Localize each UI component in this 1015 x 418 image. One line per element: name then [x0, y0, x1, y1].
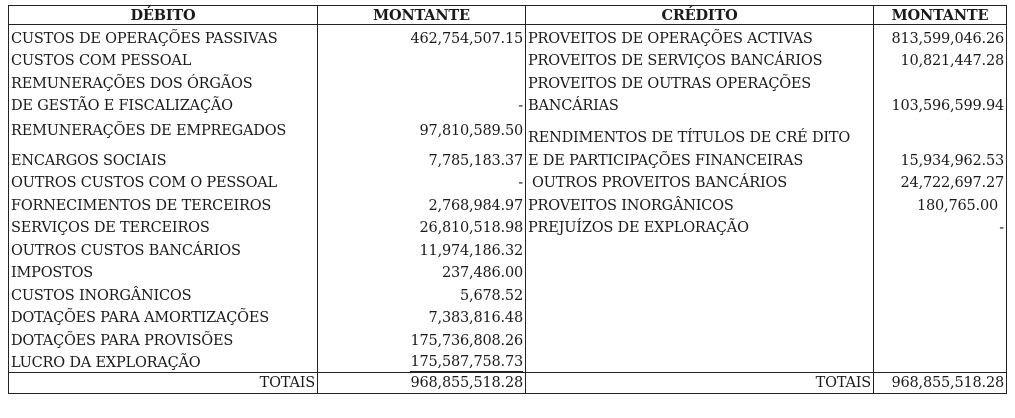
table-row [9, 25, 1007, 48]
debit-amount: - [318, 93, 526, 116]
table-row [9, 115, 1007, 147]
credit-amount [874, 282, 1007, 305]
table-row [9, 215, 1007, 238]
debit-label: CUSTOS DE OPERAÇÕES PASSIVAS [9, 25, 318, 48]
ledger-sheet [8, 5, 1006, 394]
debit-label: DOTAÇÕES PARA PROVISÕES [9, 327, 318, 350]
credit-label [526, 350, 874, 373]
table-row [9, 192, 1007, 215]
debit-label: CUSTOS COM PESSOAL [9, 48, 318, 71]
credit-totals-label: TOTAIS [526, 373, 874, 394]
credit-amount [874, 260, 1007, 283]
credit-label [526, 327, 874, 350]
credit-amount [874, 305, 1007, 328]
credit-label: PROVEITOS INORGÂNICOS [526, 192, 874, 215]
table-row [9, 48, 1007, 71]
credit-label: BANCÁRIAS [526, 93, 874, 116]
header-debit: DÉBITO [9, 6, 318, 25]
credit-label: OUTROS PROVEITOS BANCÁRIOS [526, 170, 874, 193]
table-row [9, 327, 1007, 350]
credit-amount: 15,934,962.53 [874, 147, 1007, 170]
credit-amount: 180,765.00 [874, 192, 1007, 215]
debit-amount [318, 70, 526, 93]
debit-amount: - [318, 170, 526, 193]
credit-label: PREJUÍZOS DE EXPLORAÇÃO [526, 215, 874, 238]
debit-amount: 2,768,984.97 [318, 192, 526, 215]
credit-label [526, 282, 874, 305]
debit-label: DE GESTÃO E FISCALIZAÇÃO [9, 93, 318, 116]
credit-label: E DE PARTICIPAÇÕES FINANCEIRAS [526, 147, 874, 170]
credit-label: PROVEITOS DE OPERAÇÕES ACTIVAS [526, 25, 874, 48]
credit-amount [874, 327, 1007, 350]
table-row [9, 305, 1007, 328]
debit-amount: 11,974,186.32 [318, 237, 526, 260]
header-debit-amount: MONTANTE [318, 6, 526, 25]
credit-label: RENDIMENTOS DE TÍTULOS DE CRÉ DITO [526, 115, 874, 147]
table-row [9, 237, 1007, 260]
debit-amount [318, 48, 526, 71]
debit-label: REMUNERAÇÕES DOS ÓRGÃOS [9, 70, 318, 93]
debit-totals-label: TOTAIS [9, 373, 318, 394]
debit-credit-table [8, 5, 1007, 394]
debit-amount: 26,810,518.98 [318, 215, 526, 238]
debit-label: CUSTOS INORGÂNICOS [9, 282, 318, 305]
debit-amount: 5,678.52 [318, 282, 526, 305]
header-credit-amount: MONTANTE [874, 6, 1007, 25]
debit-label: FORNECIMENTOS DE TERCEIROS [9, 192, 318, 215]
debit-amount: 7,383,816.48 [318, 305, 526, 328]
credit-label [526, 305, 874, 328]
totals-row [9, 373, 1007, 394]
debit-label: REMUNERAÇÕES DE EMPREGADOS [9, 115, 318, 147]
debit-amount [318, 350, 526, 373]
debit-amount: 462,754,507.15 [318, 25, 526, 48]
debit-label: OUTROS CUSTOS COM O PESSOAL [9, 170, 318, 193]
credit-amount: - [874, 215, 1007, 238]
debit-amount: 175,736,808.26 [318, 327, 526, 350]
debit-amount: 97,810,589.50 [318, 115, 526, 147]
credit-label: PROVEITOS DE SERVIÇOS BANCÁRIOS [526, 48, 874, 71]
credit-amount: 103,596,599.94 [874, 93, 1007, 116]
debit-label: DOTAÇÕES PARA AMORTIZAÇÕES [9, 305, 318, 328]
debit-label: ENCARGOS SOCIAIS [9, 147, 318, 170]
table-row [9, 70, 1007, 93]
table-row [9, 170, 1007, 193]
credit-amount [874, 70, 1007, 93]
table-row [9, 282, 1007, 305]
credit-amount [874, 115, 1007, 147]
credit-amount: 10,821,447.28 [874, 48, 1007, 71]
credit-amount: 813,599,046.26 [874, 25, 1007, 48]
debit-label: OUTROS CUSTOS BANCÁRIOS [9, 237, 318, 260]
credit-label [526, 237, 874, 260]
table-row [9, 147, 1007, 170]
debit-amount: 7,785,183.37 [318, 147, 526, 170]
table-row [9, 350, 1007, 373]
table-row [9, 260, 1007, 283]
debit-label: LUCRO DA EXPLORAÇÃO [9, 350, 318, 373]
table-row [9, 93, 1007, 116]
debit-label: SERVIÇOS DE TERCEIROS [9, 215, 318, 238]
debit-amount-underlined: 175,587,758.73 [410, 354, 523, 370]
credit-label: PROVEITOS DE OUTRAS OPERAÇÕES [526, 70, 874, 93]
debit-totals-amount: 968,855,518.28 [318, 373, 526, 394]
debit-amount: 237,486.00 [318, 260, 526, 283]
credit-amount [874, 237, 1007, 260]
header-credit: CRÉDITO [526, 6, 874, 25]
debit-label: IMPOSTOS [9, 260, 318, 283]
header-row [9, 6, 1007, 25]
credit-label [526, 260, 874, 283]
credit-amount: 24,722,697.27 [874, 170, 1007, 193]
credit-totals-amount: 968,855,518.28 [874, 373, 1007, 394]
credit-amount [874, 350, 1007, 373]
